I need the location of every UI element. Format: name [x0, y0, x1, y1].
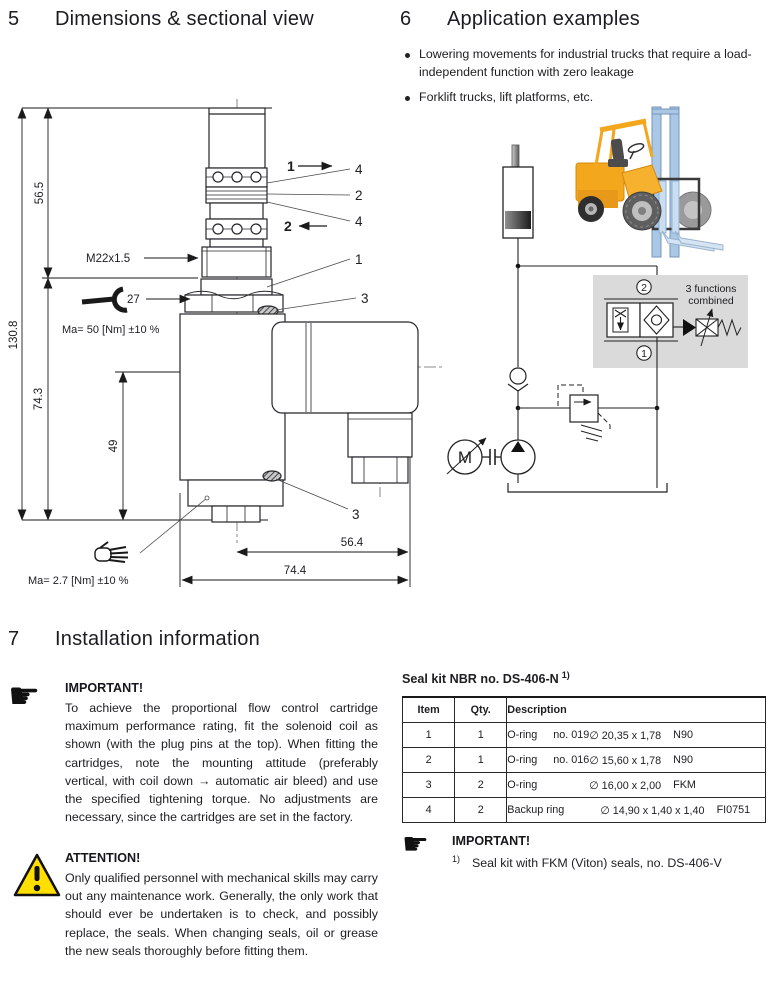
valve-body-outline — [180, 108, 418, 522]
wrench-size: 27 — [127, 294, 140, 306]
cell-qty: 1 — [455, 723, 507, 748]
cell-qty: 1 — [455, 748, 507, 773]
cell-description — [507, 754, 765, 767]
hand-icon — [95, 542, 128, 562]
warning-triangle-icon — [12, 852, 62, 898]
desc-size: ∅ 15,60 x 1,78 — [589, 754, 662, 767]
section-7-title: Installation information — [55, 628, 260, 650]
cell-item: 2 — [403, 748, 455, 773]
desc-name: Backup ring — [507, 804, 565, 816]
table-row — [403, 748, 766, 773]
footnote-ref: 1) — [452, 854, 461, 864]
cell-qty: 2 — [455, 798, 507, 823]
desc-name: O-ring — [507, 729, 538, 741]
relief-valve-symbol — [518, 385, 657, 441]
torque-hand-label: Ma= 2.7 [Nm] ±10 % — [28, 575, 129, 587]
list-item — [403, 46, 773, 82]
dim-upper-height: 56.5 — [34, 181, 46, 205]
check-valve-symbol — [508, 266, 528, 408]
col-item: Item — [403, 697, 455, 723]
motor-label: M — [457, 448, 473, 467]
circuit-note-line2: combined — [688, 295, 734, 307]
cell-description — [507, 804, 765, 817]
tank-symbol — [508, 483, 667, 492]
callout-4-top: 4 — [355, 162, 363, 177]
desc-name: O-ring — [507, 754, 538, 766]
footnote — [452, 856, 722, 870]
port-2-label: 2 — [284, 218, 292, 234]
cell-description — [507, 779, 765, 792]
callout-2-mid: 2 — [355, 188, 363, 203]
section-6-number: 6 — [400, 8, 412, 30]
cell-item: 4 — [403, 798, 455, 823]
callout-4-bot: 4 — [355, 214, 363, 229]
dim-total-height: 130.8 — [8, 320, 20, 350]
bullet-icon — [405, 53, 410, 58]
pump-symbol — [501, 408, 535, 483]
section-5-heading — [8, 8, 314, 31]
callout-3-lower: 3 — [352, 507, 360, 522]
callout-1: 1 — [355, 252, 363, 267]
section-6-heading — [400, 8, 640, 31]
desc-no: no. 016 — [553, 754, 590, 766]
footnote-text: Seal kit with FKM (Viton) seals, no. DS-406-V — [472, 856, 722, 870]
pointing-hand-icon: ☛ — [402, 828, 429, 861]
application-illustration — [400, 95, 774, 545]
dim-body-height: 49 — [108, 439, 120, 453]
important-text: To achieve the proportional flow control cartridge maximum performance rating, fit the solenoid coil as shown (with the plug pins at the top). When fitting the cartridges, note the mounting attitude (preferably vertical, with coil down → automatic air bleed) and use the specified tightening torque. No adjustments are necessary, since the cartridges are set in the factory. — [65, 701, 378, 825]
table-header-row — [403, 697, 766, 723]
thread-label: M22x1.5 — [86, 253, 131, 265]
desc-material: N90 — [673, 729, 693, 741]
section-7-number: 7 — [8, 628, 20, 650]
desc-size: ∅ 14,90 x 1,40 x 1,40 — [600, 804, 705, 817]
cell-description — [507, 729, 765, 742]
desc-size: ∅ 16,00 x 2,00 — [589, 779, 662, 792]
cell-item: 3 — [403, 773, 455, 798]
valve-dimension-drawing — [0, 95, 460, 595]
cell-item: 1 — [403, 723, 455, 748]
section-7-heading — [8, 628, 260, 651]
seal-kit-table — [402, 696, 766, 823]
seal-kit-title — [402, 672, 570, 686]
bullet-text: Forklift trucks, lift platforms, etc. — [419, 89, 594, 104]
circuit-note-line1: 3 functions — [685, 283, 737, 295]
footnote-important-title: IMPORTANT! — [452, 834, 531, 848]
seal-kit-title-text: Seal kit NBR no. DS-406-N — [402, 672, 559, 686]
table-row — [403, 723, 766, 748]
callout-3-upper: 3 — [361, 291, 369, 306]
desc-size: ∅ 20,35 x 1,78 — [589, 729, 662, 742]
col-description: Description — [507, 697, 766, 723]
wrench-icon — [82, 289, 127, 310]
cylinder-symbol — [503, 145, 533, 238]
seal-kit-title-footref: 1) — [561, 670, 570, 680]
table-row — [403, 798, 766, 823]
desc-material: FKM — [673, 779, 696, 791]
desc-no: no. 019 — [553, 729, 590, 741]
circuit-port-1: 1 — [641, 348, 647, 360]
dim-lower-height: 74.3 — [33, 387, 45, 411]
col-qty: Qty. — [455, 697, 507, 723]
desc-material: FI0751 — [716, 804, 751, 816]
desc-material: N90 — [673, 754, 693, 766]
pointing-hand-icon: ☛ — [8, 675, 41, 716]
forklift-illustration — [576, 107, 723, 257]
dim-width-total: 74.4 — [283, 565, 307, 577]
attention-title: ATTENTION! — [65, 851, 141, 865]
section-6-title: Application examples — [447, 8, 640, 30]
cell-qty: 2 — [455, 773, 507, 798]
section-5-number: 5 — [8, 8, 20, 30]
circuit-port-2: 2 — [641, 282, 647, 294]
coupling-symbol — [482, 449, 501, 465]
port-1-label: 1 — [287, 158, 295, 174]
important-title: IMPORTANT! — [65, 681, 144, 695]
bullet-text: Lowering movements for industrial trucks that require a load-independent function with zero leakage — [419, 47, 752, 79]
section-5-title: Dimensions & sectional view — [55, 8, 314, 30]
torque-wrench-label: Ma= 50 [Nm] ±10 % — [62, 324, 160, 336]
desc-name: O-ring — [507, 779, 538, 791]
attention-text: Only qualified personnel with mechanical skills may carry out any maintenance work. Generally, the only work that should ever be undertaken is to check, and possibly replace, the seals. When changing seals, oil or grease the new seals thoroughly before fitting them. — [65, 871, 378, 958]
table-row — [403, 773, 766, 798]
dim-width-right: 56.4 — [340, 537, 364, 549]
